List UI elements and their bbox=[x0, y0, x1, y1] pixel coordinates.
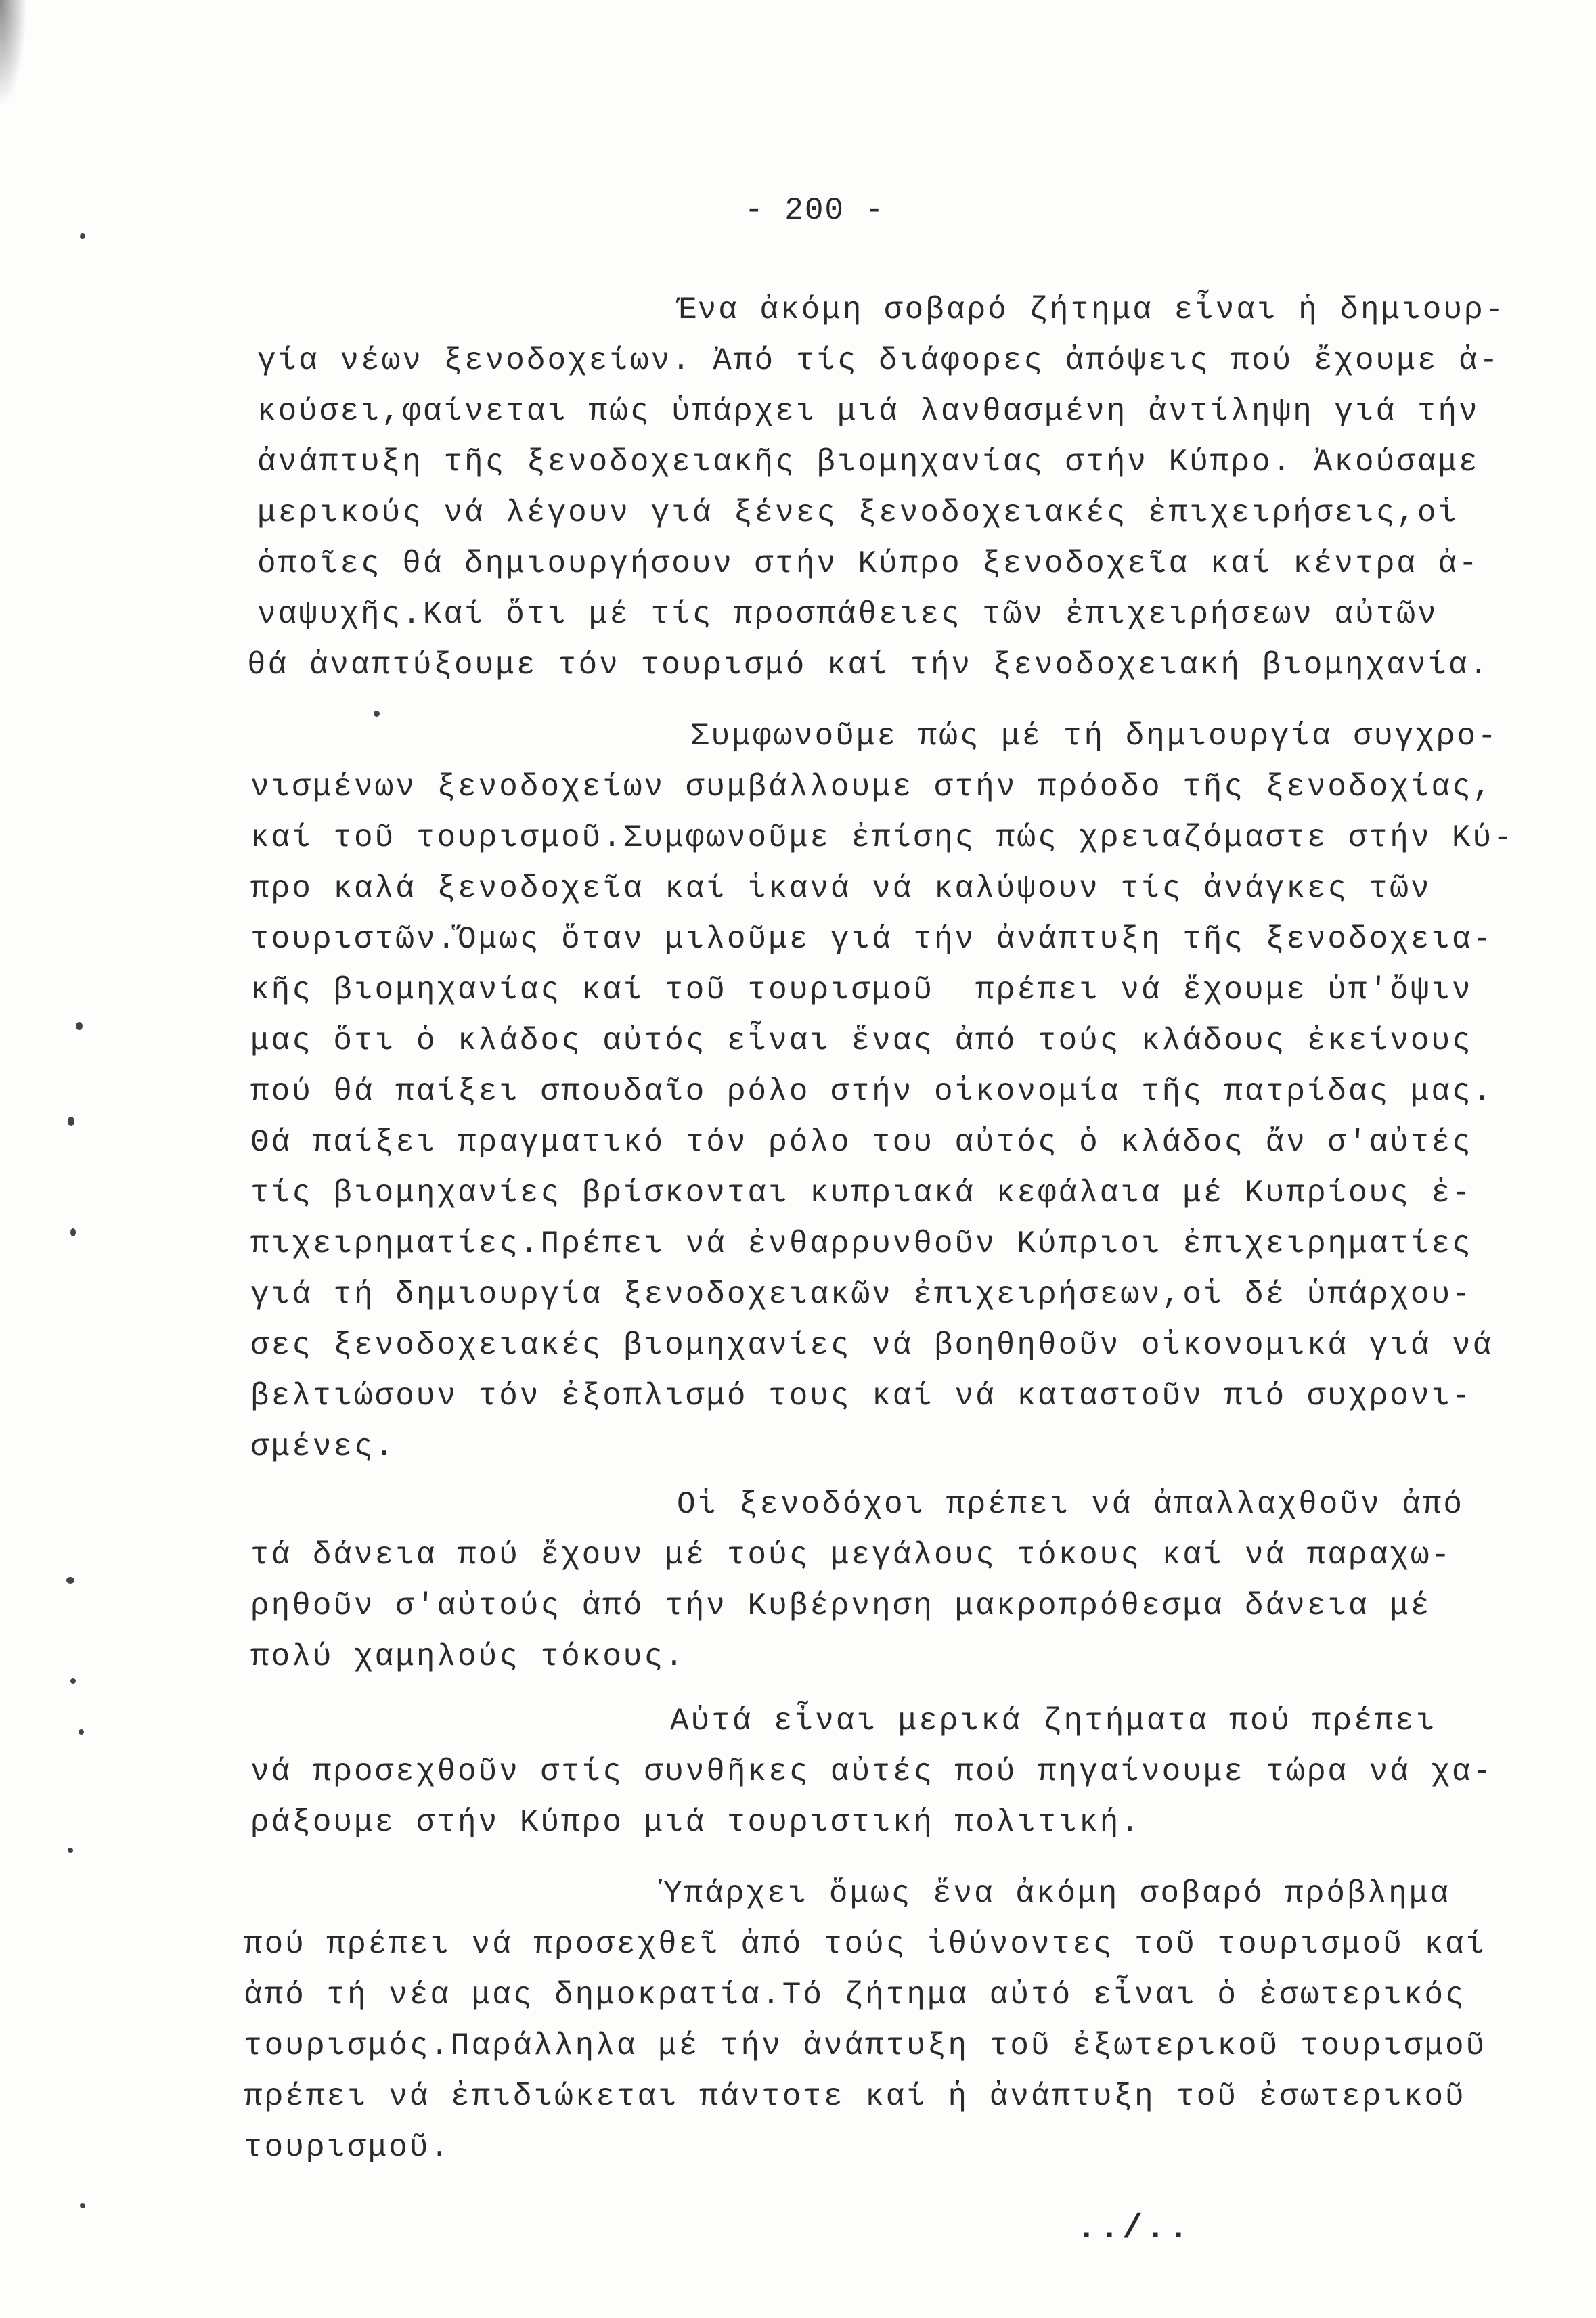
text-line: νισμένων ξενοδοχείων συμβάλλουμε στήν πρόοδο τῆς ξενοδοχίας, bbox=[250, 770, 1494, 805]
continuation-mark: ../.. bbox=[1076, 2210, 1192, 2248]
text-line: τουριστῶν.Ὅμως ὅταν μιλοῦμε γιά τήν ἀνάπτυξη τῆς ξενοδοχεια- bbox=[250, 922, 1494, 957]
text-line: Αὐτά εἶναι μερικά ζητήματα πού πρέπει bbox=[670, 1703, 1437, 1739]
text-line: Ὑπάρχει ὅμως ἕνα ἀκόμη σοβαρό πρόβλημα bbox=[663, 1876, 1450, 1911]
text-line: ὁποῖες θά δημιουργήσουν στήν Κύπρο ξενοδοχεῖα καί κέντρα ἀ- bbox=[257, 546, 1480, 581]
scan-speck bbox=[374, 711, 380, 717]
text-line: γία νέων ξενοδοχείων. Ἀπό τίς διάφορες ἀπόψεις πού ἔχουμε ἀ- bbox=[257, 343, 1501, 378]
scan-speck bbox=[68, 1848, 73, 1853]
text-line: μας ὅτι ὁ κλάδος αὐτός εἶναι ἕνας ἀπό τούς κλάδους ἐκείνους bbox=[250, 1023, 1473, 1058]
text-line: σες ξενοδοχειακές βιομηχανίες νά βοηθηθοῦν οἰκονομικά γιά νά bbox=[250, 1328, 1494, 1363]
scan-speck bbox=[66, 1577, 74, 1584]
text-line: μερικούς νά λέγουν γιά ξένες ξενοδοχειακές ἐπιχειρήσεις,οἱ bbox=[257, 495, 1459, 531]
text-line: καί τοῦ τουρισμοῦ.Συμφωνοῦμε ἐπίσης πώς χρειαζόμαστε στήν Κύ- bbox=[250, 820, 1514, 855]
text-line: τά δάνεια πού ἔχουν μέ τούς μεγάλους τόκους καί νά παραχω- bbox=[250, 1538, 1453, 1573]
text-line: γιά τή δημιουργία ξενοδοχειακῶν ἐπιχειρήσεων,οἱ δέ ὑπάρχου- bbox=[250, 1277, 1473, 1312]
text-line: κούσει,φαίνεται πώς ὑπάρχει μιά λανθασμένη ἀντίληψη γιά τήν bbox=[257, 394, 1480, 429]
scan-speck bbox=[79, 1729, 84, 1735]
text-line: Ένα ἀκόμη σοβαρό ζήτημα εἶναι ἡ δημιουρ- bbox=[677, 292, 1506, 328]
text-line: πολύ χαμηλούς τόκους. bbox=[250, 1639, 686, 1674]
text-line: βελτιώσουν τόν ἐξοπλισμό τους καί νά καταστοῦν πιό συχρονι- bbox=[250, 1379, 1473, 1414]
text-line: προ καλά ξενοδοχεῖα καί ἱκανά νά καλύψουν τίς ἀνάγκες τῶν bbox=[250, 871, 1432, 906]
text-line: ναψυχῆς.Καί ὅτι μέ τίς προσπάθειες τῶν ἐπιχειρήσεων αὐτῶν bbox=[257, 597, 1438, 632]
text-line: ἀπό τή νέα μας δημοκρατία.Τό ζήτημα αὐτό εἶναι ὁ ἐσωτερικός bbox=[244, 1978, 1466, 2013]
scan-speck bbox=[70, 1678, 76, 1684]
text-line: Συμφωνοῦμε πώς μέ τή δημιουργία συγχρο- bbox=[690, 719, 1499, 754]
scan-speck bbox=[68, 1117, 74, 1126]
text-line: Θά παίξει πραγματικό τόν ρόλο του αὐτός ὁ κλάδος ἄν σ'αὐτές bbox=[250, 1125, 1473, 1160]
text-line: πρέπει νά ἐπιδιώκεται πάντοτε καί ἡ ἀνάπτυξη τοῦ ἐσωτερικοῦ bbox=[244, 2079, 1466, 2114]
text-line: ἀνάπτυξη τῆς ξενοδοχειακῆς βιομηχανίας στήν Κύπρο. Ἀκούσαμε bbox=[257, 445, 1480, 480]
text-line: τουρισμός.Παράλληλα μέ τήν ἀνάπτυξη τοῦ ἐξωτερικοῦ τουρισμοῦ bbox=[244, 2028, 1487, 2064]
text-line: Οἱ ξενοδόχοι πρέπει νά ἀπαλλαχθοῦν ἀπό bbox=[677, 1487, 1464, 1522]
scan-speck bbox=[80, 233, 85, 239]
scan-edge-shadow bbox=[0, 0, 27, 108]
text-line: τίς βιομηχανίες βρίσκονται κυπριακά κεφάλαια μέ Κυπρίους ἐ- bbox=[250, 1176, 1473, 1211]
text-line: πού πρέπει νά προσεχθεῖ ἀπό τούς ἰθύνοντες τοῦ τουρισμοῦ καί bbox=[244, 1927, 1487, 1962]
text-line: πού θά παίξει σπουδαῖο ρόλο στήν οἰκονομία τῆς πατρίδας μας. bbox=[250, 1074, 1494, 1109]
text-line: πιχειρηματίες.Πρέπει νά ἐνθαρρυνθοῦν Κύπριοι ἐπιχειρηματίες bbox=[250, 1226, 1473, 1262]
text-line: σμένες. bbox=[250, 1429, 396, 1465]
page-number: - 200 - bbox=[745, 193, 885, 228]
scan-speck bbox=[76, 1022, 83, 1030]
text-line: ρηθοῦν σ'αὐτούς ἀπό τήν Κυβέρνηση μακροπρόθεσμα δάνεια μέ bbox=[250, 1588, 1432, 1624]
scan-speck bbox=[80, 2203, 85, 2208]
text-line: θά ἀναπτύξουμε τόν τουρισμό καί τήν ξενοδοχειακή βιομηχανία. bbox=[247, 648, 1490, 683]
scan-speck bbox=[70, 1228, 76, 1236]
text-line: ράξουμε στήν Κύπρο μιά τουριστική πολιτική. bbox=[250, 1805, 1141, 1840]
text-line: κῆς βιομηχανίας καί τοῦ τουρισμοῦ πρέπει νά ἔχουμε ὑπ'ὄψιν bbox=[250, 973, 1473, 1008]
text-line: νά προσεχθοῦν στίς συνθῆκες αὐτές πού πηγαίνουμε τώρα νά χα- bbox=[250, 1754, 1494, 1789]
text-line: τουρισμοῦ. bbox=[244, 2130, 451, 2165]
